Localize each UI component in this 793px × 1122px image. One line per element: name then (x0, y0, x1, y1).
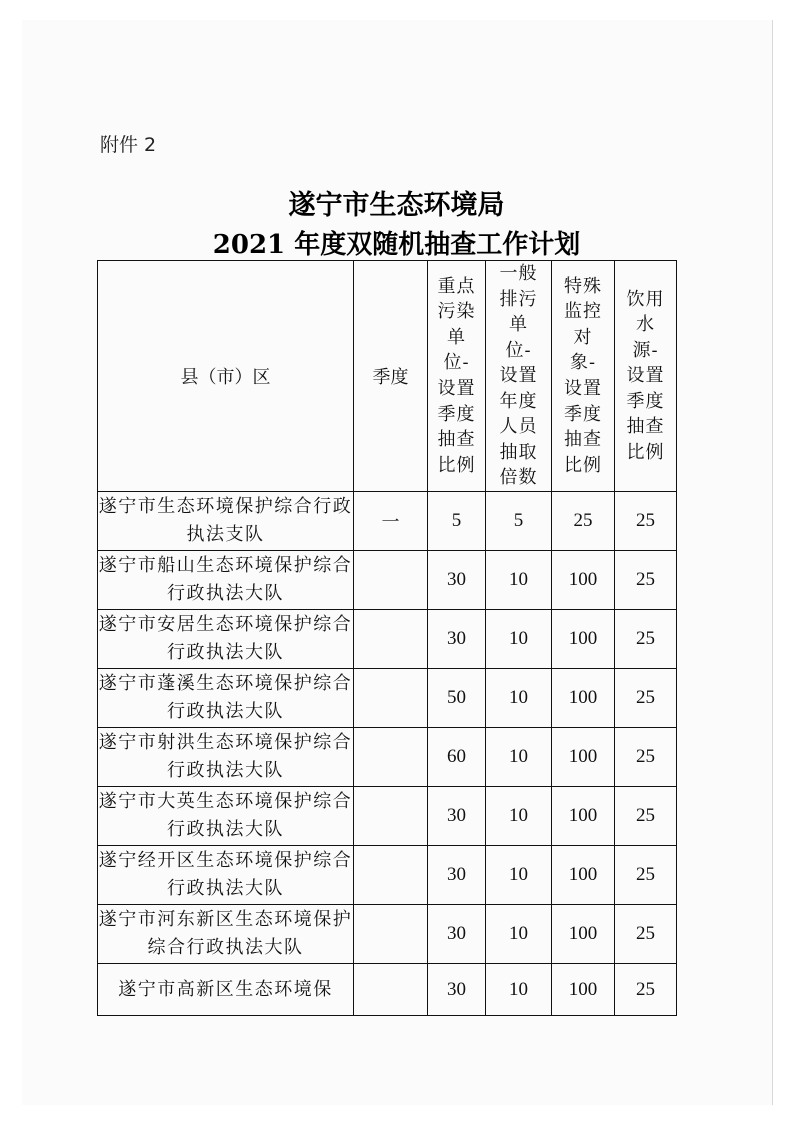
county-cell: 遂宁市河东新区生态环境保护综合行政执法大队 (98, 905, 354, 964)
header-season: 季度 (354, 261, 428, 492)
county-cell: 遂宁市生态环境保护综合行政执法支队 (98, 492, 354, 551)
special-monitoring-cell: 100 (552, 728, 615, 787)
key-polluters-cell: 30 (428, 905, 486, 964)
drinking-water-cell: 25 (615, 846, 677, 905)
season-cell (354, 551, 428, 610)
general-polluters-cell: 10 (486, 551, 552, 610)
table-row (98, 787, 677, 846)
season-cell: 一 (354, 492, 428, 551)
table-body (98, 492, 677, 1016)
table-row (98, 846, 677, 905)
general-polluters-cell: 10 (486, 905, 552, 964)
season-cell (354, 669, 428, 728)
special-monitoring-cell: 100 (552, 610, 615, 669)
general-polluters-cell: 10 (486, 610, 552, 669)
general-polluters-cell: 5 (486, 492, 552, 551)
header-general-polluters: 一般排污单位-设置年度人员抽取倍数 (486, 261, 552, 492)
season-cell (354, 905, 428, 964)
key-polluters-cell: 5 (428, 492, 486, 551)
season-cell (354, 787, 428, 846)
drinking-water-cell: 25 (615, 905, 677, 964)
key-polluters-cell: 30 (428, 610, 486, 669)
general-polluters-cell: 10 (486, 846, 552, 905)
county-cell: 遂宁经开区生态环境保护综合行政执法大队 (98, 846, 354, 905)
document-subtitle: 2021 年度双随机抽查工作计划 (212, 230, 581, 260)
general-polluters-cell: 10 (486, 669, 552, 728)
county-cell: 遂宁市船山生态环境保护综合行政执法大队 (98, 551, 354, 610)
county-cell: 遂宁市高新区生态环境保 (98, 964, 354, 1016)
key-polluters-cell: 50 (428, 669, 486, 728)
key-polluters-cell: 60 (428, 728, 486, 787)
header-county: 县（市）区 (98, 261, 354, 492)
drinking-water-cell: 25 (615, 669, 677, 728)
county-cell: 遂宁市蓬溪生态环境保护综合行政执法大队 (98, 669, 354, 728)
key-polluters-cell: 30 (428, 551, 486, 610)
table-row (98, 669, 677, 728)
table-row (98, 728, 677, 787)
header-drinking-water: 饮用水源-设置季度抽查比例 (615, 261, 677, 492)
special-monitoring-cell: 100 (552, 787, 615, 846)
general-polluters-cell: 10 (486, 728, 552, 787)
special-monitoring-cell: 100 (552, 905, 615, 964)
general-polluters-cell: 10 (486, 787, 552, 846)
table-row (98, 492, 677, 551)
drinking-water-cell: 25 (615, 610, 677, 669)
drinking-water-cell: 25 (615, 551, 677, 610)
drinking-water-cell: 25 (615, 728, 677, 787)
season-cell (354, 610, 428, 669)
county-cell: 遂宁市安居生态环境保护综合行政执法大队 (98, 610, 354, 669)
general-polluters-cell: 10 (486, 964, 552, 1016)
table-row (98, 551, 677, 610)
table-row (98, 964, 677, 1016)
county-cell: 遂宁市大英生态环境保护综合行政执法大队 (98, 787, 354, 846)
table-row (98, 905, 677, 964)
drinking-water-cell: 25 (615, 492, 677, 551)
special-monitoring-cell: 25 (552, 492, 615, 551)
season-cell (354, 964, 428, 1016)
county-cell: 遂宁市射洪生态环境保护综合行政执法大队 (98, 728, 354, 787)
special-monitoring-cell: 100 (552, 669, 615, 728)
season-cell (354, 728, 428, 787)
document-title: 遂宁市生态环境局 (288, 190, 505, 221)
drinking-water-cell: 25 (615, 964, 677, 1016)
special-monitoring-cell: 100 (552, 846, 615, 905)
special-monitoring-cell: 100 (552, 551, 615, 610)
attachment-label: 附件 2 (100, 134, 157, 156)
header-key-polluters: 重点污染单位-设置季度抽查比例 (428, 261, 486, 492)
table-row (98, 610, 677, 669)
key-polluters-cell: 30 (428, 846, 486, 905)
key-polluters-cell: 30 (428, 964, 486, 1016)
inspection-plan-table (97, 260, 677, 1016)
table-header-row (98, 261, 677, 492)
special-monitoring-cell: 100 (552, 964, 615, 1016)
key-polluters-cell: 30 (428, 787, 486, 846)
season-cell (354, 846, 428, 905)
drinking-water-cell: 25 (615, 787, 677, 846)
header-special-monitoring: 特殊监控对象-设置季度抽查比例 (552, 261, 615, 492)
